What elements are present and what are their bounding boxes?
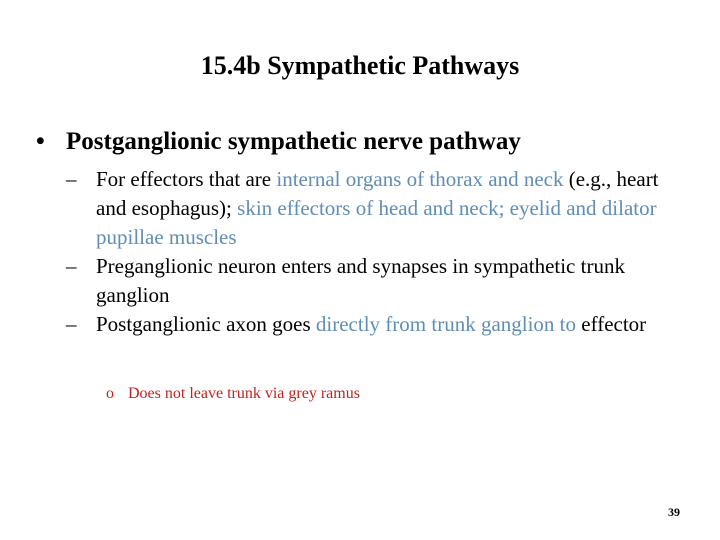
- dash-marker: –: [66, 312, 77, 336]
- main-bullet: [36, 125, 696, 159]
- dash-marker: –: [66, 167, 77, 191]
- sub-bullet-list: [66, 165, 686, 339]
- highlight-text: skin effectors of head and neck; eyelid and dilator pupillae muscles: [96, 196, 657, 249]
- highlight-text: directly from trunk ganglion to: [315, 312, 577, 336]
- dash-marker: –: [66, 254, 77, 278]
- main-bullet-text: Postganglionic sympathetic nerve pathway: [66, 128, 521, 155]
- circle-bullet-marker: o: [106, 385, 114, 402]
- page-number: 39: [668, 505, 680, 519]
- sub-bullet-postganglionic: [66, 310, 686, 339]
- sub-bullet-effectors: [66, 165, 686, 252]
- highlight-text: internal organs of thorax and neck: [276, 167, 564, 191]
- bullet-marker: •: [36, 128, 45, 155]
- level3-text: Does not leave trunk via grey ramus: [128, 385, 360, 402]
- sub-bullet-preganglionic: [66, 252, 686, 310]
- sub-bullet-text: For effectors that are: [96, 167, 277, 191]
- slide-title: 15.4b Sympathetic Pathways: [200, 51, 520, 80]
- sub-bullet-text: effector: [576, 312, 647, 336]
- sub-bullet-text: Preganglionic neuron enters and synapses in sympathetic trunk ganglion: [96, 254, 625, 307]
- sub-bullet-text: Postganglionic axon goes: [96, 312, 316, 336]
- level3-bullet: [106, 382, 666, 406]
- sub-bullet-text: (e.g., heart and esophagus);: [96, 167, 659, 220]
